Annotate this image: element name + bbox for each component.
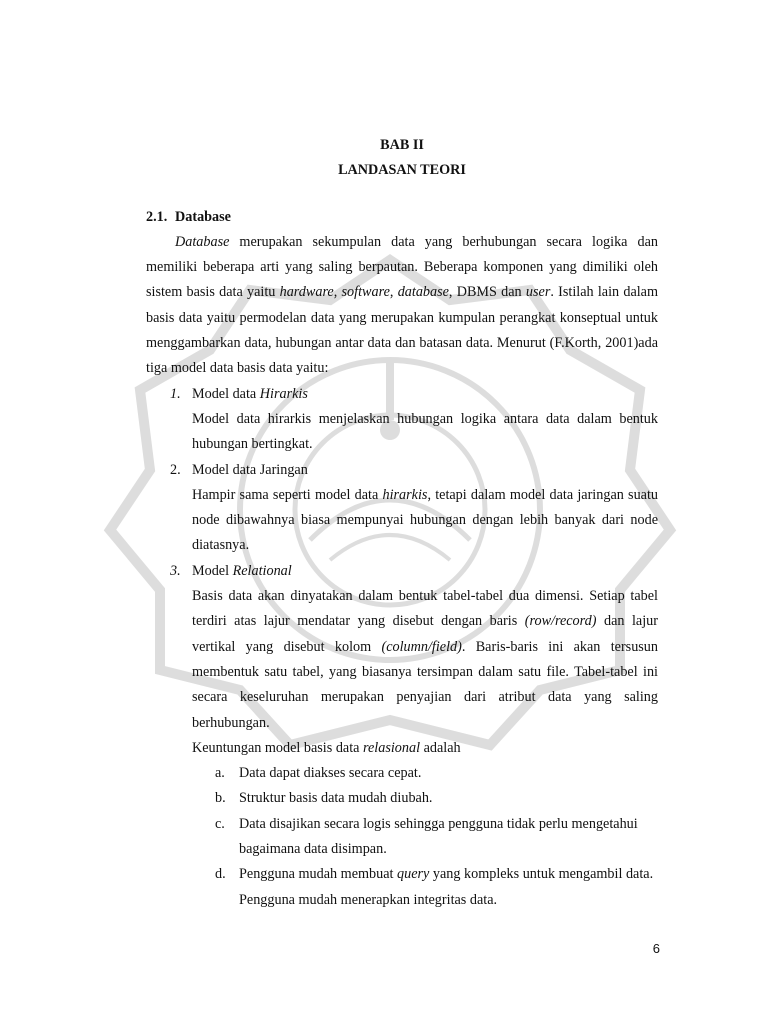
intro-text-1: merupakan sekumpulan data yang berhubungan secara logika dan memiliki beberapa arti yang saling berpautan. Beberapa komponen yang dimiliki oleh sistem basis data yaitu <box>146 233 658 301</box>
list-item <box>192 786 658 811</box>
list-item <box>146 559 658 736</box>
section-heading <box>146 205 658 230</box>
list-marker: d. <box>215 866 226 883</box>
list-marker: b. <box>215 790 226 807</box>
advantages-intro-italic: relasional <box>363 739 421 756</box>
term-query: query <box>397 866 430 883</box>
chapter-label: BAB II <box>380 137 424 153</box>
advantages-intro <box>192 736 658 761</box>
list-item-text-2: yang kompleks untuk mengambil data. Pengguna mudah menerapkan integritas data. <box>239 866 654 908</box>
intro-lead-term: Database <box>175 233 230 250</box>
model-desc-text-1: Hampir sama seperti model data <box>192 486 383 503</box>
list-item <box>192 862 658 913</box>
list-item <box>146 382 658 458</box>
list-item <box>192 812 658 863</box>
model-desc-italic-1: (row/record) <box>524 613 597 630</box>
model-desc-text-1: Basis data akan dinyatakan dalam bentuk tabel-tabel dua dimensi. Setiap tabel terdiri atas lajur mendatar yang disebut dengan baris <box>192 588 658 630</box>
intro-paragraph <box>146 230 658 382</box>
list-item-text-1: Pengguna mudah membuat <box>239 866 398 883</box>
list-item-description: Model data hirarkis menjelaskan hubungan logika antara data dalam bentuk hubungan bertingkat. <box>192 410 658 453</box>
page-number: 6 <box>652 941 660 956</box>
model-desc-italic: hirarkis <box>382 486 428 503</box>
model-title-text: Model data <box>192 385 260 402</box>
model-desc-text-2: dan lajur vertikal yang disebut kolom <box>192 613 658 655</box>
data-model-list <box>146 382 658 736</box>
model-title-italic: Relational <box>232 562 292 579</box>
list-marker: a. <box>215 765 225 782</box>
term-database: database <box>397 284 449 301</box>
model-title-italic: Hirarkis <box>259 385 308 402</box>
model-desc-text-2: , tetapi dalam model data jaringan suatu node dibawahnya biasa mempunyai hubungan dengan lebih banyak dari node diatasnya. <box>192 486 658 554</box>
list-item <box>146 458 658 559</box>
document-body <box>146 133 658 913</box>
list-item-title <box>192 382 658 407</box>
list-marker: 3. <box>170 562 181 579</box>
list-marker: c. <box>215 815 225 832</box>
list-item-title: Model data Jaringan <box>192 461 308 478</box>
list-marker: 1. <box>170 385 181 402</box>
list-item-description <box>192 483 658 559</box>
advantages-list <box>192 761 658 913</box>
list-marker: 2. <box>170 461 181 478</box>
list-item <box>192 761 658 786</box>
list-item-title <box>192 559 658 584</box>
section-title: Database <box>175 208 231 225</box>
advantages-intro-text-2: adalah <box>420 739 461 756</box>
intro-text-3: . Istilah lain dalam basis data yaitu permodelan data yang merupakan kumpulan perangkat konseptual untuk menggambarkan data, hubungan antar data dan batasan data. Menurut (F.Korth, 2001)ada tiga model data basis data yaitu: <box>146 284 659 377</box>
chapter-title: LANDASAN TEORI <box>338 162 466 179</box>
intro-text-2: , DBMS dan <box>448 284 526 301</box>
intro-sep-1: , <box>333 284 342 301</box>
term-software: software <box>341 284 390 301</box>
term-hardware: hardware <box>279 284 334 301</box>
list-item-text: Struktur basis data mudah diubah. <box>239 790 433 807</box>
model-title-text: Model <box>192 562 233 579</box>
intro-sep-2: , <box>389 284 398 301</box>
list-item-text <box>239 866 653 907</box>
model-desc-text-3: . Baris-baris ini akan tersusun membentuk satu tabel, yang biasanya tersimpan dalam satu file. Tabel-tabel ini secara keseluruhan merupakan penyajian dari atribut data yang saling berhubungan. <box>192 638 658 731</box>
advantages-intro-text-1: Keuntungan model basis data <box>192 739 363 756</box>
list-item-description <box>192 584 658 736</box>
section-number: 2.1. <box>146 208 168 225</box>
list-item-text: Data disajikan secara logis sehingga pengguna tidak perlu mengetahui bagaimana data disimpan. <box>239 815 638 858</box>
term-user: user <box>525 284 551 301</box>
list-item-text: Data dapat diakses secara cepat. <box>239 765 422 782</box>
model-desc-italic-2: (column/field) <box>381 638 462 655</box>
